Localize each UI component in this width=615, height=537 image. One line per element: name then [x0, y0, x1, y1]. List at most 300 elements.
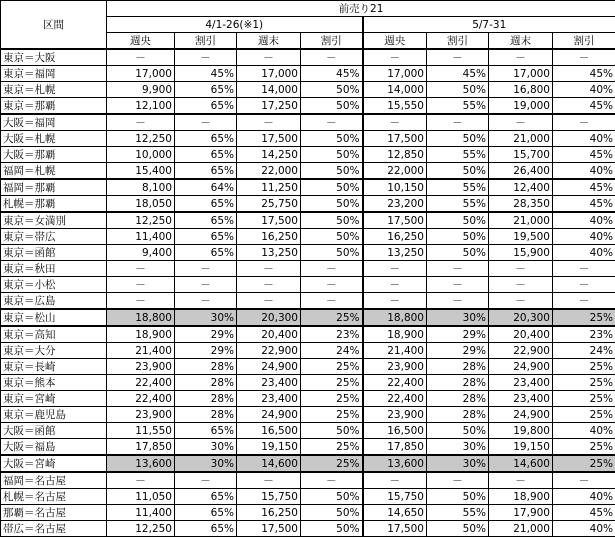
discount-cell: 50% — [427, 521, 489, 537]
fare-cell: － — [363, 114, 427, 131]
discount-cell: 50% — [427, 489, 489, 505]
route-cell: 東京＝広島 — [1, 293, 107, 310]
table-row — [1, 98, 615, 115]
fare-cell: 14,650 — [363, 505, 427, 521]
fare-cell: 25,750 — [237, 196, 301, 213]
discount-cell: 40% — [553, 131, 615, 147]
fare-cell: 15,900 — [489, 245, 553, 261]
table-row — [1, 82, 615, 98]
fare-cell: 14,600 — [237, 455, 301, 472]
discount-cell: 29% — [427, 343, 489, 359]
discount-cell: 28% — [427, 359, 489, 375]
fare-cell: 22,400 — [363, 375, 427, 391]
fare-cell: 17,500 — [237, 131, 301, 147]
fare-cell: 16,250 — [237, 505, 301, 521]
fare-cell: 16,250 — [237, 229, 301, 245]
route-cell: 大阪＝宮崎 — [1, 455, 107, 472]
discount-cell: 65% — [175, 196, 237, 213]
fare-cell: 13,250 — [363, 245, 427, 261]
route-cell: 大阪＝福島 — [1, 439, 107, 456]
fare-cell: 21,000 — [489, 131, 553, 147]
route-cell: 東京＝鹿児島 — [1, 407, 107, 423]
fare-cell: 22,000 — [363, 163, 427, 180]
discount-cell: 40% — [553, 521, 615, 537]
table-row — [1, 131, 615, 147]
table-row — [1, 423, 615, 439]
route-cell: 東京＝熊本 — [1, 375, 107, 391]
discount-cell: 55% — [427, 179, 489, 196]
discount-cell: － — [301, 49, 363, 66]
fare-cell: 18,800 — [363, 309, 427, 326]
discount-cell: 40% — [553, 229, 615, 245]
discount-cell: 65% — [175, 163, 237, 180]
fare-cell: 17,500 — [363, 131, 427, 147]
route-cell: 那覇＝名古屋 — [1, 505, 107, 521]
table-row — [1, 391, 615, 407]
route-cell: 帯広＝名古屋 — [1, 521, 107, 537]
fare-cell: 24,900 — [489, 407, 553, 423]
fare-cell: 23,400 — [237, 391, 301, 407]
fare-cell: 18,900 — [363, 326, 427, 343]
fare-cell: 12,400 — [489, 179, 553, 196]
route-cell: 東京＝秋田 — [1, 261, 107, 277]
discount-cell: 50% — [301, 179, 363, 196]
discount-cell: 25% — [301, 375, 363, 391]
discount-cell: 30% — [175, 455, 237, 472]
table-row — [1, 375, 615, 391]
discount-cell: － — [301, 293, 363, 310]
col-header-discount: 割引 — [301, 33, 363, 50]
route-cell: 福岡＝札幌 — [1, 163, 107, 180]
period-header-2: 5/7-31 — [363, 17, 615, 33]
fare-cell: 21,000 — [489, 212, 553, 229]
table-row — [1, 245, 615, 261]
fare-cell: 9,400 — [107, 245, 175, 261]
fare-cell: 17,850 — [363, 439, 427, 456]
route-header: 区間 — [1, 1, 107, 50]
period-header-1: 4/1-26(※1) — [107, 17, 363, 33]
fare-cell: － — [363, 49, 427, 66]
discount-cell: － — [427, 114, 489, 131]
fare-cell: 15,750 — [237, 489, 301, 505]
discount-cell: 45% — [175, 66, 237, 82]
fare-cell: 12,850 — [363, 147, 427, 163]
discount-cell: 55% — [427, 505, 489, 521]
discount-cell: 50% — [427, 212, 489, 229]
fare-cell: 22,400 — [107, 391, 175, 407]
table-row — [1, 179, 615, 196]
discount-cell: － — [553, 114, 615, 131]
fare-cell: － — [107, 49, 175, 66]
discount-cell: 40% — [553, 163, 615, 180]
discount-cell: 50% — [427, 131, 489, 147]
fare-cell: 9,900 — [107, 82, 175, 98]
fare-cell: 23,200 — [363, 196, 427, 213]
discount-cell: 28% — [175, 359, 237, 375]
discount-cell: 50% — [301, 229, 363, 245]
fare-cell: 19,800 — [489, 423, 553, 439]
table-row — [1, 147, 615, 163]
fare-cell: 11,250 — [237, 179, 301, 196]
discount-cell: 28% — [427, 407, 489, 423]
fare-cell: 10,000 — [107, 147, 175, 163]
discount-cell: － — [427, 293, 489, 310]
fare-cell: － — [237, 293, 301, 310]
fare-cell: 14,000 — [363, 82, 427, 98]
fare-cell: 24,900 — [237, 359, 301, 375]
discount-cell: 45% — [553, 196, 615, 213]
fare-cell: 11,550 — [107, 423, 175, 439]
fare-cell: 17,900 — [489, 505, 553, 521]
discount-cell: 28% — [175, 375, 237, 391]
discount-cell: － — [553, 293, 615, 310]
fare-cell: － — [237, 261, 301, 277]
fare-cell: 16,250 — [363, 229, 427, 245]
fare-cell: 14,250 — [237, 147, 301, 163]
fare-cell: 11,400 — [107, 505, 175, 521]
fare-cell: 17,250 — [237, 98, 301, 115]
table-row — [1, 293, 615, 310]
table-row — [1, 359, 615, 375]
route-cell: 大阪＝福岡 — [1, 114, 107, 131]
discount-cell: 25% — [301, 359, 363, 375]
discount-cell: 25% — [553, 407, 615, 423]
fare-cell: 28,350 — [489, 196, 553, 213]
fare-cell: － — [107, 277, 175, 293]
fare-cell: 14,600 — [489, 455, 553, 472]
col-header-weekday: 週央 — [107, 33, 175, 50]
discount-cell: － — [553, 49, 615, 66]
discount-cell: 50% — [301, 98, 363, 115]
fare-cell: 19,500 — [489, 229, 553, 245]
discount-cell: － — [427, 472, 489, 489]
discount-cell: 65% — [175, 147, 237, 163]
discount-cell: 50% — [427, 245, 489, 261]
fare-cell: 18,900 — [107, 326, 175, 343]
discount-cell: 25% — [301, 407, 363, 423]
col-header-weekend: 週末 — [237, 33, 301, 50]
discount-cell: 50% — [301, 163, 363, 180]
route-cell: 札幌＝名古屋 — [1, 489, 107, 505]
discount-cell: 45% — [553, 505, 615, 521]
discount-cell: 40% — [553, 489, 615, 505]
discount-cell: 65% — [175, 229, 237, 245]
discount-cell: 65% — [175, 505, 237, 521]
fare-cell: 17,000 — [107, 66, 175, 82]
discount-cell: 65% — [175, 82, 237, 98]
discount-cell: 23% — [553, 326, 615, 343]
fare-cell: 12,250 — [107, 131, 175, 147]
fare-cell: 18,800 — [107, 309, 175, 326]
discount-cell: 30% — [175, 309, 237, 326]
discount-cell: 55% — [427, 196, 489, 213]
fare-cell: 17,500 — [237, 521, 301, 537]
fare-cell: － — [363, 472, 427, 489]
col-header-discount: 割引 — [175, 33, 237, 50]
fare-cell: 14,000 — [237, 82, 301, 98]
fare-cell: 22,400 — [363, 391, 427, 407]
fare-cell: － — [237, 114, 301, 131]
fare-cell: － — [107, 293, 175, 310]
discount-cell: － — [427, 261, 489, 277]
discount-cell: 55% — [427, 98, 489, 115]
header-row-1 — [1, 1, 615, 17]
table-row — [1, 521, 615, 537]
discount-cell: 65% — [175, 212, 237, 229]
fare-cell: 19,000 — [489, 98, 553, 115]
discount-cell: － — [175, 277, 237, 293]
discount-cell: 25% — [553, 391, 615, 407]
discount-cell: 40% — [553, 82, 615, 98]
discount-cell: 29% — [427, 326, 489, 343]
discount-cell: 50% — [301, 196, 363, 213]
fare-cell: 22,900 — [237, 343, 301, 359]
discount-cell: 45% — [553, 98, 615, 115]
discount-cell: 28% — [175, 391, 237, 407]
fare-cell: － — [237, 277, 301, 293]
discount-cell: 45% — [301, 66, 363, 82]
discount-cell: 28% — [427, 391, 489, 407]
fare-cell: 22,900 — [489, 343, 553, 359]
discount-cell: 30% — [175, 439, 237, 456]
discount-cell: 65% — [175, 245, 237, 261]
discount-cell: 25% — [301, 309, 363, 326]
route-cell: 大阪＝札幌 — [1, 131, 107, 147]
fare-cell: － — [363, 293, 427, 310]
discount-cell: 55% — [427, 147, 489, 163]
table-row — [1, 343, 615, 359]
fare-cell: 23,400 — [489, 375, 553, 391]
discount-cell: － — [301, 114, 363, 131]
fare-cell: 13,600 — [363, 455, 427, 472]
fare-cell: 16,800 — [489, 82, 553, 98]
discount-cell: 65% — [175, 423, 237, 439]
fare-cell: － — [237, 472, 301, 489]
discount-cell: 50% — [427, 229, 489, 245]
discount-cell: 23% — [301, 326, 363, 343]
fare-cell: － — [489, 277, 553, 293]
fare-cell: 13,250 — [237, 245, 301, 261]
discount-cell: － — [301, 472, 363, 489]
discount-cell: 50% — [301, 245, 363, 261]
fare-cell: － — [363, 261, 427, 277]
table-row — [1, 114, 615, 131]
fare-cell: 24,900 — [489, 359, 553, 375]
route-cell: 東京＝長崎 — [1, 359, 107, 375]
discount-cell: 45% — [427, 66, 489, 82]
fare-cell: 23,900 — [363, 407, 427, 423]
table-row — [1, 407, 615, 423]
fare-cell: － — [107, 261, 175, 277]
fare-cell: 20,300 — [237, 309, 301, 326]
route-cell: 福岡＝名古屋 — [1, 472, 107, 489]
fare-cell: 23,400 — [489, 391, 553, 407]
route-cell: 東京＝札幌 — [1, 82, 107, 98]
route-cell: 札幌＝那覇 — [1, 196, 107, 213]
fare-cell: 20,400 — [489, 326, 553, 343]
discount-cell: 50% — [301, 82, 363, 98]
fare-cell: 18,050 — [107, 196, 175, 213]
discount-cell: 29% — [175, 326, 237, 343]
route-cell: 東京＝大阪 — [1, 49, 107, 66]
table-row — [1, 163, 615, 180]
table-row — [1, 326, 615, 343]
discount-cell: 65% — [175, 131, 237, 147]
fare-cell: 23,900 — [107, 407, 175, 423]
table-row — [1, 489, 615, 505]
table-row — [1, 49, 615, 66]
fare-cell: 13,600 — [107, 455, 175, 472]
table-row — [1, 455, 615, 472]
fare-cell: 23,400 — [237, 375, 301, 391]
discount-cell: 25% — [553, 455, 615, 472]
fare-cell: 10,150 — [363, 179, 427, 196]
fare-cell: 23,900 — [107, 359, 175, 375]
fare-cell: 22,000 — [237, 163, 301, 180]
table-row — [1, 505, 615, 521]
col-header-weekend: 週末 — [489, 33, 553, 50]
discount-cell: 50% — [427, 82, 489, 98]
discount-cell: 50% — [301, 212, 363, 229]
discount-cell: － — [553, 261, 615, 277]
fare-cell: － — [237, 49, 301, 66]
discount-cell: 30% — [427, 455, 489, 472]
table-row — [1, 309, 615, 326]
fare-cell: 16,500 — [363, 423, 427, 439]
fare-cell: 18,900 — [489, 489, 553, 505]
discount-cell: 65% — [175, 521, 237, 537]
discount-cell: 40% — [553, 245, 615, 261]
discount-cell: 24% — [301, 343, 363, 359]
discount-cell: 30% — [427, 309, 489, 326]
fare-cell: － — [363, 277, 427, 293]
fare-cell: － — [489, 472, 553, 489]
fare-cell: 17,000 — [489, 66, 553, 82]
fare-cell: 21,400 — [107, 343, 175, 359]
discount-cell: － — [427, 49, 489, 66]
discount-cell: － — [427, 277, 489, 293]
route-cell: 東京＝小松 — [1, 277, 107, 293]
discount-cell: 28% — [427, 375, 489, 391]
route-cell: 大阪＝那覇 — [1, 147, 107, 163]
discount-cell: － — [553, 472, 615, 489]
discount-cell: 50% — [301, 131, 363, 147]
fare-cell: 15,400 — [107, 163, 175, 180]
fare-cell: 12,250 — [107, 212, 175, 229]
discount-cell: 45% — [553, 179, 615, 196]
fare-cell: 22,400 — [107, 375, 175, 391]
discount-cell: － — [301, 261, 363, 277]
discount-cell: 45% — [553, 66, 615, 82]
col-header-weekday: 週央 — [363, 33, 427, 50]
fare-cell: － — [489, 49, 553, 66]
table-row — [1, 472, 615, 489]
fare-cell: 26,400 — [489, 163, 553, 180]
route-cell: 東京＝松山 — [1, 309, 107, 326]
fare-cell: 17,000 — [363, 66, 427, 82]
discount-cell: － — [175, 114, 237, 131]
fare-cell: 24,900 — [237, 407, 301, 423]
discount-cell: 65% — [175, 489, 237, 505]
route-cell: 東京＝女満別 — [1, 212, 107, 229]
fare-cell: 20,400 — [237, 326, 301, 343]
discount-cell: 25% — [301, 391, 363, 407]
fare-cell: － — [107, 114, 175, 131]
route-cell: 東京＝帯広 — [1, 229, 107, 245]
fare-cell: 15,550 — [363, 98, 427, 115]
fare-cell: － — [107, 472, 175, 489]
fare-cell: 11,400 — [107, 229, 175, 245]
route-cell: 東京＝宮崎 — [1, 391, 107, 407]
discount-cell: 50% — [301, 489, 363, 505]
discount-cell: 65% — [175, 98, 237, 115]
discount-cell: － — [175, 472, 237, 489]
table-row — [1, 277, 615, 293]
fare-cell: 23,900 — [363, 359, 427, 375]
fare-cell: 17,850 — [107, 439, 175, 456]
fare-cell: 19,150 — [489, 439, 553, 456]
table-row — [1, 212, 615, 229]
fare-type-header: 前売り21 — [107, 1, 615, 17]
discount-cell: 29% — [175, 343, 237, 359]
discount-cell: 40% — [553, 212, 615, 229]
discount-cell: 25% — [301, 439, 363, 456]
fare-cell: 17,500 — [237, 212, 301, 229]
table-row — [1, 261, 615, 277]
col-header-discount: 割引 — [427, 33, 489, 50]
fare-cell: 12,100 — [107, 98, 175, 115]
discount-cell: 25% — [553, 439, 615, 456]
route-cell: 大阪＝函館 — [1, 423, 107, 439]
fare-cell: 17,500 — [363, 521, 427, 537]
fare-cell: － — [489, 114, 553, 131]
route-cell: 東京＝那覇 — [1, 98, 107, 115]
discount-cell: 45% — [553, 147, 615, 163]
discount-cell: － — [553, 277, 615, 293]
fare-cell: － — [489, 293, 553, 310]
table-row — [1, 196, 615, 213]
discount-cell: 50% — [427, 423, 489, 439]
fare-cell: 17,500 — [363, 212, 427, 229]
table-row — [1, 229, 615, 245]
route-cell: 東京＝大分 — [1, 343, 107, 359]
route-cell: 福岡＝那覇 — [1, 179, 107, 196]
discount-cell: 50% — [427, 163, 489, 180]
discount-cell: － — [301, 277, 363, 293]
fare-cell: 12,250 — [107, 521, 175, 537]
fare-cell: 16,500 — [237, 423, 301, 439]
discount-cell: 25% — [553, 375, 615, 391]
discount-cell: 50% — [301, 147, 363, 163]
fare-cell: 17,000 — [237, 66, 301, 82]
fare-cell: 8,100 — [107, 179, 175, 196]
discount-cell: 25% — [553, 359, 615, 375]
discount-cell: 40% — [553, 423, 615, 439]
discount-cell: 24% — [553, 343, 615, 359]
discount-cell: 64% — [175, 179, 237, 196]
discount-cell: － — [175, 293, 237, 310]
discount-cell: 50% — [301, 521, 363, 537]
fare-cell: 21,400 — [363, 343, 427, 359]
route-cell: 東京＝高知 — [1, 326, 107, 343]
fare-cell: 15,700 — [489, 147, 553, 163]
discount-cell: － — [175, 49, 237, 66]
discount-cell: 50% — [301, 423, 363, 439]
fare-cell: 21,000 — [489, 521, 553, 537]
discount-cell: 25% — [553, 309, 615, 326]
discount-cell: 25% — [301, 455, 363, 472]
fare-cell: 19,150 — [237, 439, 301, 456]
